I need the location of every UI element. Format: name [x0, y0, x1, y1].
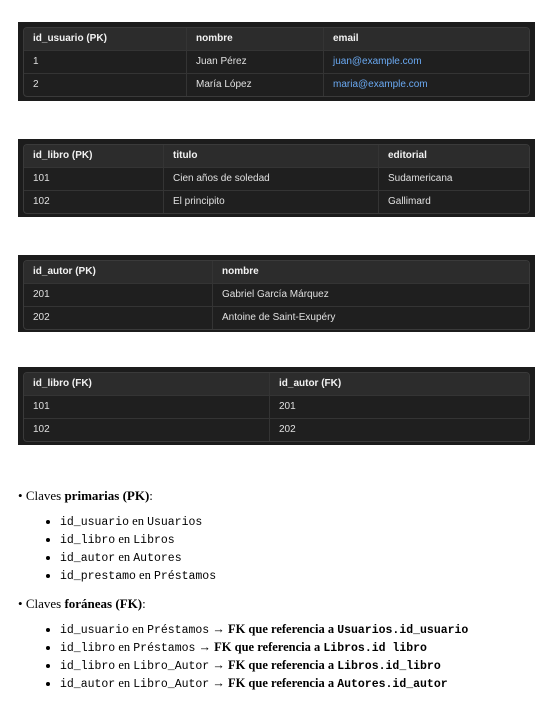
table-cell: 202 — [33, 312, 50, 323]
table-cell: El principito — [163, 191, 378, 213]
list-item: • id_autor en Autores — [60, 550, 537, 566]
heading-prefix: Claves — [25, 488, 65, 503]
table-cell: Gallimard — [378, 191, 529, 213]
bullet: • — [18, 488, 23, 503]
heading-prefix: Claves — [25, 596, 65, 611]
table-cell: Gabriel García Márquez — [212, 284, 529, 306]
bullet: • — [18, 596, 23, 611]
table-cell: 202 — [269, 419, 529, 441]
libros-table-panel — [18, 139, 535, 217]
table-row — [24, 395, 529, 418]
table-row — [24, 283, 529, 306]
header-editorial: editorial — [378, 145, 529, 167]
heading-suffix: : — [149, 488, 153, 503]
email-link[interactable]: juan@example.com — [323, 51, 529, 73]
pk-heading — [18, 488, 537, 504]
header-email: email — [323, 28, 529, 50]
keys-notes — [18, 488, 537, 704]
header-id-libro: id_libro (PK) — [33, 150, 93, 161]
list-item: • id_libro en Préstamos → FK que referencia a Libros.id libro — [60, 640, 537, 656]
header-titulo: titulo — [163, 145, 378, 167]
table-cell: María López — [186, 74, 323, 96]
table-cell: Antoine de Saint-Exupéry — [212, 307, 529, 329]
table-cell: 102 — [33, 424, 50, 435]
header-nombre: nombre — [212, 261, 529, 283]
list-item: • id_autor en Libro_Autor → FK que referencia a Autores.id_autor — [60, 676, 537, 692]
email-link[interactable]: maria@example.com — [323, 74, 529, 96]
table-cell: 1 — [33, 56, 39, 67]
heading-suffix: : — [142, 596, 146, 611]
pk-list — [18, 514, 537, 584]
libro-autor-table-panel — [18, 367, 535, 445]
table-header-row — [24, 373, 529, 395]
heading-bold: foráneas (FK) — [64, 596, 143, 611]
fk-list — [18, 622, 537, 692]
table-row — [24, 306, 529, 329]
header-id-libro-fk: id_libro (FK) — [33, 378, 92, 389]
usuarios-table — [23, 27, 530, 97]
list-item: • id_usuario en Usuarios — [60, 514, 537, 530]
table-cell: 101 — [33, 401, 50, 412]
header-nombre: nombre — [186, 28, 323, 50]
table-row — [24, 50, 529, 73]
table-cell: Sudamericana — [378, 168, 529, 190]
header-id-autor-fk: id_autor (FK) — [269, 373, 529, 395]
table-cell: 102 — [33, 196, 50, 207]
table-cell: 2 — [33, 79, 39, 90]
table-cell: 201 — [269, 396, 529, 418]
table-cell: Cien años de soledad — [163, 168, 378, 190]
heading-bold: primarias (PK) — [64, 488, 150, 503]
autores-table-panel — [18, 255, 535, 332]
table-row — [24, 190, 529, 213]
table-cell: 201 — [33, 289, 50, 300]
table-cell: 101 — [33, 173, 50, 184]
header-id-usuario: id_usuario (PK) — [33, 33, 107, 44]
table-header-row — [24, 28, 529, 50]
table-header-row — [24, 261, 529, 283]
fk-heading — [18, 596, 537, 612]
list-item: • id_prestamo en Préstamos — [60, 568, 537, 584]
header-id-autor: id_autor (PK) — [33, 266, 96, 277]
libro-autor-table — [23, 372, 530, 442]
table-row — [24, 418, 529, 441]
table-row — [24, 167, 529, 190]
list-item: • id_libro en Libro_Autor → FK que referencia a Libros.id_libro — [60, 658, 537, 674]
autores-table — [23, 260, 530, 330]
libros-table — [23, 144, 530, 214]
list-item: • id_usuario en Préstamos → FK que referencia a Usuarios.id_usuario — [60, 622, 537, 638]
table-row — [24, 73, 529, 96]
table-cell: Juan Pérez — [186, 51, 323, 73]
table-header-row — [24, 145, 529, 167]
list-item: • id_libro en Libros — [60, 532, 537, 548]
usuarios-table-panel — [18, 22, 535, 101]
